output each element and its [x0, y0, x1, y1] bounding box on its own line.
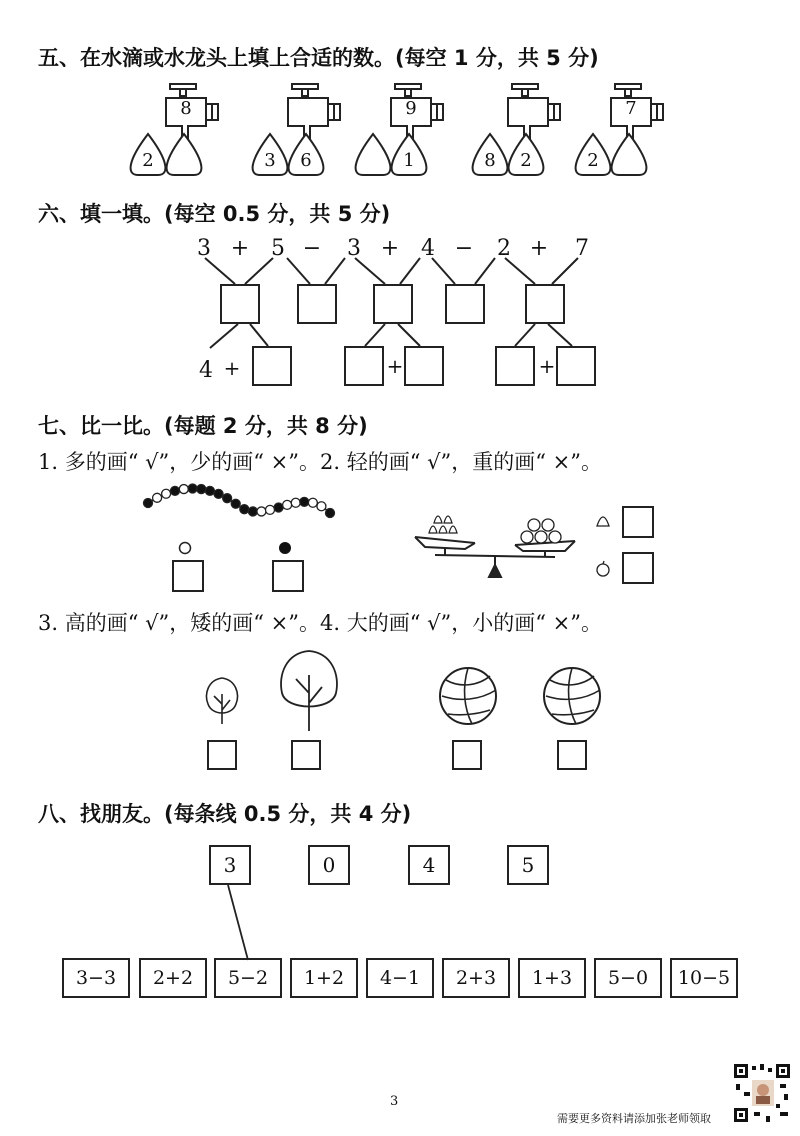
faucet-group-5 — [575, 80, 685, 180]
right-drop-number-2[interactable]: 6 — [300, 150, 312, 171]
right-drop-number-4[interactable]: 2 — [520, 150, 532, 171]
top-number-box-4[interactable]: 5 — [507, 845, 549, 885]
answer-box-left-ball[interactable] — [452, 740, 482, 770]
expr-number-3: 5 — [271, 236, 285, 261]
expression-box-2[interactable]: 2+2 — [139, 958, 207, 998]
bead-1 — [144, 499, 153, 508]
answer-box-1[interactable] — [220, 284, 260, 324]
short-tree-illustration — [202, 672, 242, 728]
white-bead-icon — [178, 540, 192, 554]
expression-box-3[interactable]: 5−2 — [214, 958, 282, 998]
bead-6 — [188, 484, 197, 493]
top-number-box-2[interactable]: 0 — [308, 845, 350, 885]
faucet-group-2 — [252, 80, 362, 180]
bead-5 — [179, 485, 188, 494]
faucet-number-3[interactable]: 9 — [405, 98, 417, 119]
faucet-row — [0, 80, 800, 180]
expr-number-1: 3 — [197, 236, 211, 261]
question-1-2-text: 1. 多的画“ √”，少的画“ ×”。2. 轻的画“ √”，重的画“ ×”。 — [38, 450, 602, 474]
peach-icon — [594, 512, 612, 530]
bead-9 — [214, 489, 223, 498]
expr-number-5: 3 — [347, 236, 361, 261]
expression-box-9[interactable]: 10−5 — [670, 958, 738, 998]
answer-box-white-bead[interactable] — [172, 560, 204, 592]
question-3-4-text: 3. 高的画“ √”，矮的画“ ×”。4. 大的画“ √”，小的画“ ×”。 — [38, 611, 602, 635]
bead-13 — [248, 507, 257, 516]
answer-box-peach[interactable] — [622, 506, 654, 538]
bead-19 — [300, 497, 309, 506]
expr-operator-8: − — [454, 236, 474, 261]
page-number: 3 — [390, 1094, 399, 1109]
expr-number-7: 4 — [421, 236, 435, 261]
bead-7 — [197, 485, 206, 494]
section7-heading: 七、比一比。(每题 2 分，共 8 分) — [38, 414, 368, 438]
expr-operator-10: + — [529, 236, 549, 261]
footer-note: 需要更多资料请添加张老师领取 — [557, 1112, 711, 1125]
expr-number-9: 2 — [497, 236, 511, 261]
bead-15 — [266, 505, 275, 514]
expr-operator-2: + — [230, 236, 250, 261]
expression-row — [0, 236, 800, 266]
bead-22 — [326, 509, 335, 518]
volleyball-right-illustration — [542, 666, 602, 726]
section5-heading: 五、在水滴或水龙头上填上合适的数。(每空 1 分，共 5 分) — [38, 46, 599, 70]
answer-box-black-bead[interactable] — [272, 560, 304, 592]
expression-box-5[interactable]: 4−1 — [366, 958, 434, 998]
expression-box-1[interactable]: 3−3 — [62, 958, 130, 998]
balance-scale-illustration — [405, 505, 585, 580]
expr-operator-4: − — [302, 236, 322, 261]
bead-14 — [257, 507, 266, 516]
answer-box-9[interactable] — [495, 346, 535, 386]
bead-3 — [162, 489, 171, 498]
expression-box-6[interactable]: 2+3 — [442, 958, 510, 998]
volleyball-left-illustration — [438, 666, 498, 726]
expr-operator-6: + — [380, 236, 400, 261]
left-drop-number-2[interactable]: 3 — [264, 150, 276, 171]
bead-10 — [223, 494, 232, 503]
bead-17 — [283, 500, 292, 509]
bead-4 — [170, 486, 179, 495]
bead-16 — [274, 503, 283, 512]
expression-box-7[interactable]: 1+3 — [518, 958, 586, 998]
answer-box-tall-tree[interactable] — [291, 740, 321, 770]
expr-number-11: 7 — [575, 236, 589, 261]
tall-tree-illustration — [274, 645, 344, 735]
expression-box-8[interactable]: 5−0 — [594, 958, 662, 998]
bead-12 — [240, 505, 249, 514]
answer-box-2[interactable] — [297, 284, 337, 324]
bottom-number-4: 4 — [199, 358, 213, 383]
left-drop-number-1[interactable]: 2 — [142, 150, 154, 171]
expression-box-4[interactable]: 1+2 — [290, 958, 358, 998]
answer-box-6[interactable] — [252, 346, 292, 386]
answer-box-7[interactable] — [344, 346, 384, 386]
bead-18 — [291, 498, 300, 507]
answer-box-8[interactable] — [404, 346, 444, 386]
answer-box-apple[interactable] — [622, 552, 654, 584]
section8-heading: 八、找朋友。(每条线 0.5 分，共 4 分) — [38, 802, 412, 826]
left-drop-number-4[interactable]: 8 — [484, 150, 496, 171]
bead-21 — [317, 502, 326, 511]
section6-heading: 六、填一填。(每空 0.5 分，共 5 分) — [38, 202, 391, 226]
answer-box-3[interactable] — [373, 284, 413, 324]
plus-sign-3: + — [538, 354, 556, 378]
right-drop-number-3[interactable]: 1 — [403, 150, 415, 171]
faucet-group-3 — [355, 80, 465, 180]
faucet-group-4 — [472, 80, 582, 180]
top-number-box-3[interactable]: 4 — [408, 845, 450, 885]
plus-sign-2: + — [386, 354, 404, 378]
answer-box-5[interactable] — [525, 284, 565, 324]
bead-2 — [153, 493, 162, 502]
qr-code-image — [732, 1062, 792, 1124]
bead-20 — [308, 498, 317, 507]
left-drop-number-5[interactable]: 2 — [587, 150, 599, 171]
apple-icon — [594, 560, 612, 578]
answer-box-right-ball[interactable] — [557, 740, 587, 770]
faucet-number-5[interactable]: 7 — [625, 98, 637, 119]
faucet-number-1[interactable]: 8 — [180, 98, 192, 119]
plus-sign-1: + — [223, 356, 241, 380]
black-bead-icon — [278, 540, 292, 554]
bead-11 — [231, 499, 240, 508]
answer-box-10[interactable] — [556, 346, 596, 386]
bead-string-illustration — [140, 485, 340, 525]
answer-box-short-tree[interactable] — [207, 740, 237, 770]
bead-8 — [205, 486, 214, 495]
faucet-group-1 — [130, 80, 240, 180]
top-number-box-1[interactable]: 3 — [209, 845, 251, 885]
answer-box-4[interactable] — [445, 284, 485, 324]
